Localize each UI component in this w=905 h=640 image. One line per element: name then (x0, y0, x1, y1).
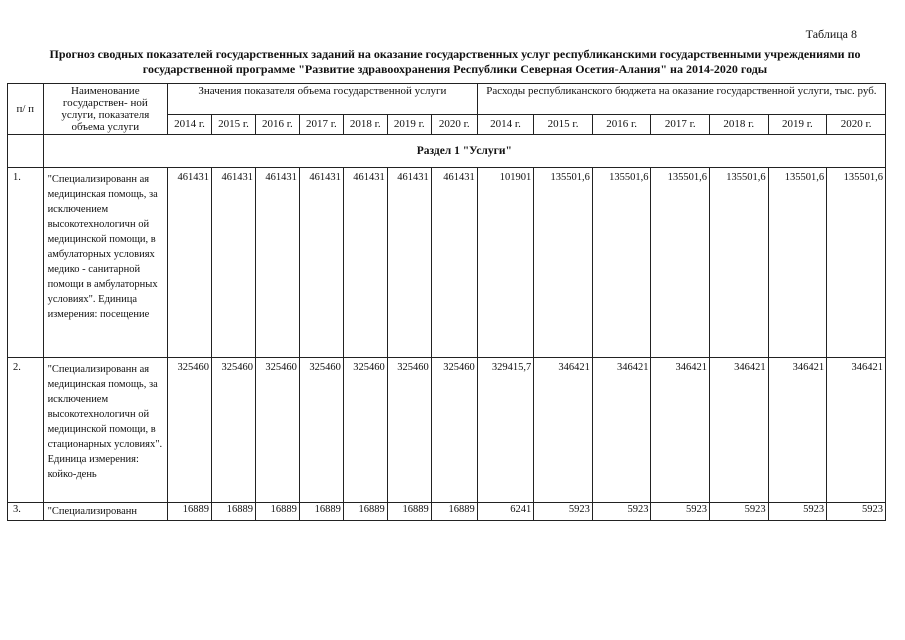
volume-value: 325460 (343, 358, 387, 503)
volume-value: 325460 (168, 358, 212, 503)
expense-value: 5923 (592, 503, 651, 521)
table-row (8, 358, 886, 503)
year-expense-2017: 2017 г. (651, 114, 710, 134)
volume-value: 325460 (431, 358, 477, 503)
service-name: "Специализированн ая медицинская помощь, за исключением высокотехнологичн ой медицинской помощи, в амбулаторных условиях медико - санитарной помощи в амбулаторных условиях". Единица измерения: посещение (43, 168, 168, 358)
volume-value: 461431 (299, 168, 343, 358)
row-index: 1. (8, 168, 44, 358)
year-volume-2014: 2014 г. (168, 114, 212, 134)
volume-value: 325460 (299, 358, 343, 503)
volume-value: 16889 (212, 503, 256, 521)
year-volume-2018: 2018 г. (343, 114, 387, 134)
section-spacer (8, 135, 44, 168)
expense-value: 346421 (651, 358, 710, 503)
header-row-top (8, 84, 886, 115)
volume-value: 16889 (168, 503, 212, 521)
header-volume-group: Значения показателя объема государственной услуги (168, 84, 478, 115)
header-name: Наименование государствен- ной услуги, показателя объема услуги (43, 84, 168, 135)
table-row (8, 503, 886, 521)
header-expense-group: Расходы республиканского бюджета на оказание государственной услуги, тыс. руб. (477, 84, 885, 115)
year-expense-2019: 2019 г. (768, 114, 827, 134)
year-expense-2016: 2016 г. (592, 114, 651, 134)
volume-value: 325460 (255, 358, 299, 503)
expense-value: 101901 (477, 168, 534, 358)
section-row (8, 135, 886, 168)
expense-value: 346421 (534, 358, 593, 503)
document-title: Прогноз сводных показателей государственных заданий на оказание государственных услуг республиканскими государственными учреждениями по государственной программе "Развитие здравоохранения Республики Северная Осетия-Алания" на 2014-2020 годы (49, 47, 861, 76)
expense-value: 5923 (827, 503, 886, 521)
expense-value: 5923 (710, 503, 769, 521)
expense-value: 346421 (827, 358, 886, 503)
volume-value: 16889 (299, 503, 343, 521)
volume-value: 325460 (212, 358, 256, 503)
row-index: 2. (8, 358, 44, 503)
year-volume-2015: 2015 г. (212, 114, 256, 134)
expense-value: 5923 (651, 503, 710, 521)
expense-value: 135501,6 (710, 168, 769, 358)
expense-value: 346421 (768, 358, 827, 503)
expense-value: 5923 (534, 503, 593, 521)
year-volume-2019: 2019 г. (387, 114, 431, 134)
expense-value: 6241 (477, 503, 534, 521)
volume-value: 461431 (212, 168, 256, 358)
expense-value: 135501,6 (827, 168, 886, 358)
expense-value: 5923 (768, 503, 827, 521)
expense-value: 346421 (592, 358, 651, 503)
expense-value: 346421 (710, 358, 769, 503)
header-num: п/ п (8, 84, 44, 135)
volume-value: 461431 (343, 168, 387, 358)
volume-value: 16889 (431, 503, 477, 521)
volume-value: 16889 (387, 503, 431, 521)
table-number: Таблица 8 (805, 27, 857, 41)
volume-value: 461431 (168, 168, 212, 358)
volume-value: 461431 (431, 168, 477, 358)
year-expense-2014: 2014 г. (477, 114, 534, 134)
year-expense-2015: 2015 г. (534, 114, 593, 134)
forecast-table (7, 83, 886, 521)
volume-value: 16889 (255, 503, 299, 521)
expense-value: 135501,6 (534, 168, 593, 358)
year-volume-2020: 2020 г. (431, 114, 477, 134)
expense-value: 135501,6 (768, 168, 827, 358)
expense-value: 329415,7 (477, 358, 534, 503)
volume-value: 325460 (387, 358, 431, 503)
year-expense-2020: 2020 г. (827, 114, 886, 134)
expense-value: 135501,6 (592, 168, 651, 358)
volume-value: 16889 (343, 503, 387, 521)
service-name: "Специализированн ая медицинская помощь, за исключением высокотехнологичн ой медицинской помощи, в стационарных условиях". Единица измерения: койко-день (43, 358, 168, 503)
section-title: Раздел 1 "Услуги" (43, 135, 885, 168)
year-volume-2017: 2017 г. (299, 114, 343, 134)
table-row (8, 168, 886, 358)
expense-value: 135501,6 (651, 168, 710, 358)
year-expense-2018: 2018 г. (710, 114, 769, 134)
volume-value: 461431 (387, 168, 431, 358)
row-index: 3. (8, 503, 44, 521)
volume-value: 461431 (255, 168, 299, 358)
service-name: "Специализированн (43, 503, 168, 521)
year-volume-2016: 2016 г. (255, 114, 299, 134)
